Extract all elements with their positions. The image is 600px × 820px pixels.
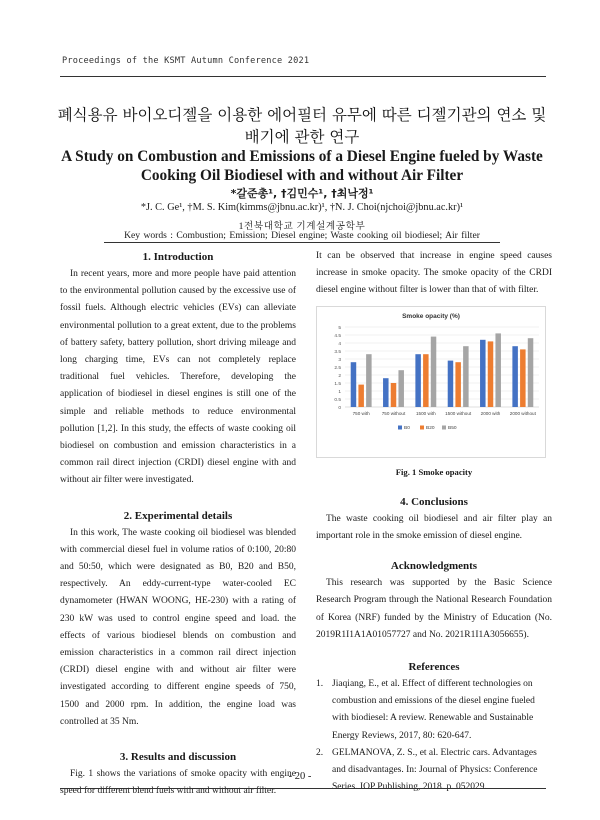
legend-label: B20 (426, 425, 435, 431)
bar-b20 (488, 341, 494, 407)
bar-b50 (431, 336, 437, 406)
x-tick-label: 750 with (352, 410, 370, 416)
reference-item (316, 676, 552, 745)
reference-number: 1. (316, 679, 324, 690)
y-tick-label: 4.5 (334, 333, 341, 339)
legend-swatch (442, 425, 446, 429)
bar-b0 (415, 354, 421, 407)
bar-b0 (512, 346, 518, 407)
y-tick-label: 2 (338, 373, 341, 379)
conclusions-heading: 4. Conclusions (400, 495, 468, 508)
bar-b0 (351, 362, 357, 407)
affiliation: 1전북대학교 기계설계공학부 (238, 221, 366, 232)
left-column (60, 248, 296, 800)
english-title-line1: A Study on Combustion and Emissions of a Diesel Engine fueled by Waste (61, 148, 543, 165)
korean-authors: *갈준총¹, †김민수¹, †최낙정¹ (230, 187, 374, 200)
smoke-opacity-figure (316, 306, 546, 458)
right-column (316, 248, 552, 796)
x-tick-label: 2000 with (480, 410, 501, 416)
korean-title-line2: 배기에 관한 연구 (244, 128, 360, 146)
bar-b0 (383, 378, 389, 407)
bar-b0 (480, 339, 486, 406)
x-tick-label: 1500 with (415, 410, 436, 416)
experimental-text: In this work, The waste cooking oil biodiesel was blended with commercial diesel fuel in volume ratios of 0:100, 20:80 and 50:50, which were designated as B0, B20 and B50, respectively. An eddy-current-type water-cooled EC dynamometer (HWAN WOONG, HE-230) with a rating of 230 kW was used to control engine speed and load. the effects of various biodiesel blends on combustion and emission characteristics in a common rail direct injection (CRDI) diesel engine with and without air filter were investigated according to different engine speeds of 750, 1500 and 2000 rpm. In addition, the engine load was controlled at 35 Nm. (60, 527, 296, 727)
y-tick-label: 5 (338, 325, 341, 331)
references-heading: References (408, 661, 460, 674)
x-tick-label: 1500 without (445, 410, 472, 416)
legend-swatch (398, 425, 402, 429)
results-text-continued: It can be observed that increase in engine speed causes increase in smoke opacity. The smoke opacity of the CRDI diesel engine without filter is lower than that of with filter. (316, 251, 552, 296)
x-tick-label: 750 without (381, 410, 406, 416)
experimental-heading: 2. Experimental details (123, 509, 233, 522)
reference-text: Jiaqiang, E., et al. Effect of different technologies on combustion and emissions of the diesel engine fueled with biodiesel: A review. Renewable and Sustainable Energy Reviews, 2017, 80: 620-647. (332, 679, 535, 741)
y-tick-label: 0.5 (334, 397, 341, 403)
figure-caption: Fig. 1 Smoke opacity (395, 466, 473, 477)
korean-title (56, 104, 548, 148)
acknowledgments-heading: Acknowledgments (390, 560, 478, 573)
bar-b50 (528, 338, 534, 407)
bar-b50 (366, 354, 372, 407)
bar-b20 (358, 384, 364, 406)
introduction-text: In recent years, more and more people have paid attention to the environmental pollution caused by the excessive use of fossil fuels. Although electric vehicles (EVs) can alleviate environmental pollution to a great extent, due to the problems of battery safety, battery pollution, short driving mileage and long charging time, EVs can not completely replace traditional fuel vehicles. Therefore, developing the application of biodiesel in diesel engines is still one of the simple and reliable methods to reduce environmental pollution [1,2]. In this study, the effects of waste cooking oil biodiesel on combustion and emission characteristics in a common rail direct injection (CRDI) diesel engine with and without air filter were investigated. (60, 269, 296, 486)
english-title-line2: Cooking Oil Biodiesel with and without Air Filter (140, 167, 464, 184)
korean-title-line1: 폐식용유 바이오디젤을 이용한 에어필터 유무에 따른 디젤기관의 연소 및 (57, 106, 547, 124)
results-heading: 3. Results and discussion (119, 751, 237, 764)
header-rule (60, 76, 546, 77)
keywords: Key words : Combustion; Emission; Diesel engine; Waste cooking oil biodiesel; Air filter (104, 230, 500, 243)
proceedings-header: Proceedings of the KSMT Autumn Conference 2021 (62, 56, 310, 66)
legend-label: B0 (404, 425, 410, 431)
bar-b20 (455, 362, 461, 407)
conclusions-text: The waste cooking oil biodiesel and air filter play an important role in the smoke emission of diesel engine. (316, 513, 552, 542)
y-tick-label: 3 (338, 357, 341, 363)
reference-text: GELMANOVA, Z. S., et al. Electric cars. Advantages and disadvantages. In: Journal of Physics: Conference Series. IOP Publishing, 2018. p. 052029. (332, 747, 538, 793)
y-tick-label: 1.5 (334, 381, 341, 387)
bar-b20 (520, 349, 526, 407)
reference-number: 2. (316, 747, 324, 758)
x-tick-label: 2000 without (509, 410, 536, 416)
legend-swatch (420, 425, 424, 429)
bar-b20 (391, 383, 397, 407)
acknowledgments-text: This research was supported by the Basic Science Research Program through the National Research Foundation of Korea (NRF) funded by the Ministry of Education (No. 2019R1I1A1A01057727 and No. 2021R1I1A3056655). (316, 578, 552, 640)
bar-b50 (495, 333, 501, 407)
y-tick-label: 0 (338, 405, 341, 411)
bar-b50 (398, 370, 404, 407)
english-authors: *J. C. Ge¹, †M. S. Kim(kimms@jbnu.ac.kr)¹, †N. J. Choi(njchoi@jbnu.ac.kr)¹ (140, 202, 464, 213)
bar-b20 (423, 354, 429, 407)
y-tick-label: 3.5 (334, 349, 341, 355)
english-title (56, 147, 548, 185)
page-number: - 20 - (288, 771, 312, 782)
legend-label: B50 (448, 425, 457, 431)
y-tick-label: 4 (338, 341, 341, 347)
y-tick-label: 1 (338, 389, 341, 395)
chart-title: Smoke opacity (%) (402, 312, 460, 320)
bar-b0 (448, 360, 454, 406)
y-tick-label: 2.5 (334, 365, 341, 371)
bar-b50 (463, 346, 469, 407)
smoke-opacity-chart (317, 307, 545, 457)
introduction-heading: 1. Introduction (142, 251, 214, 263)
footer-rule (60, 788, 546, 789)
results-text: Fig. 1 shows the variations of smoke opacity with engine speed for different blend fuels with and without air filter. (60, 769, 296, 797)
